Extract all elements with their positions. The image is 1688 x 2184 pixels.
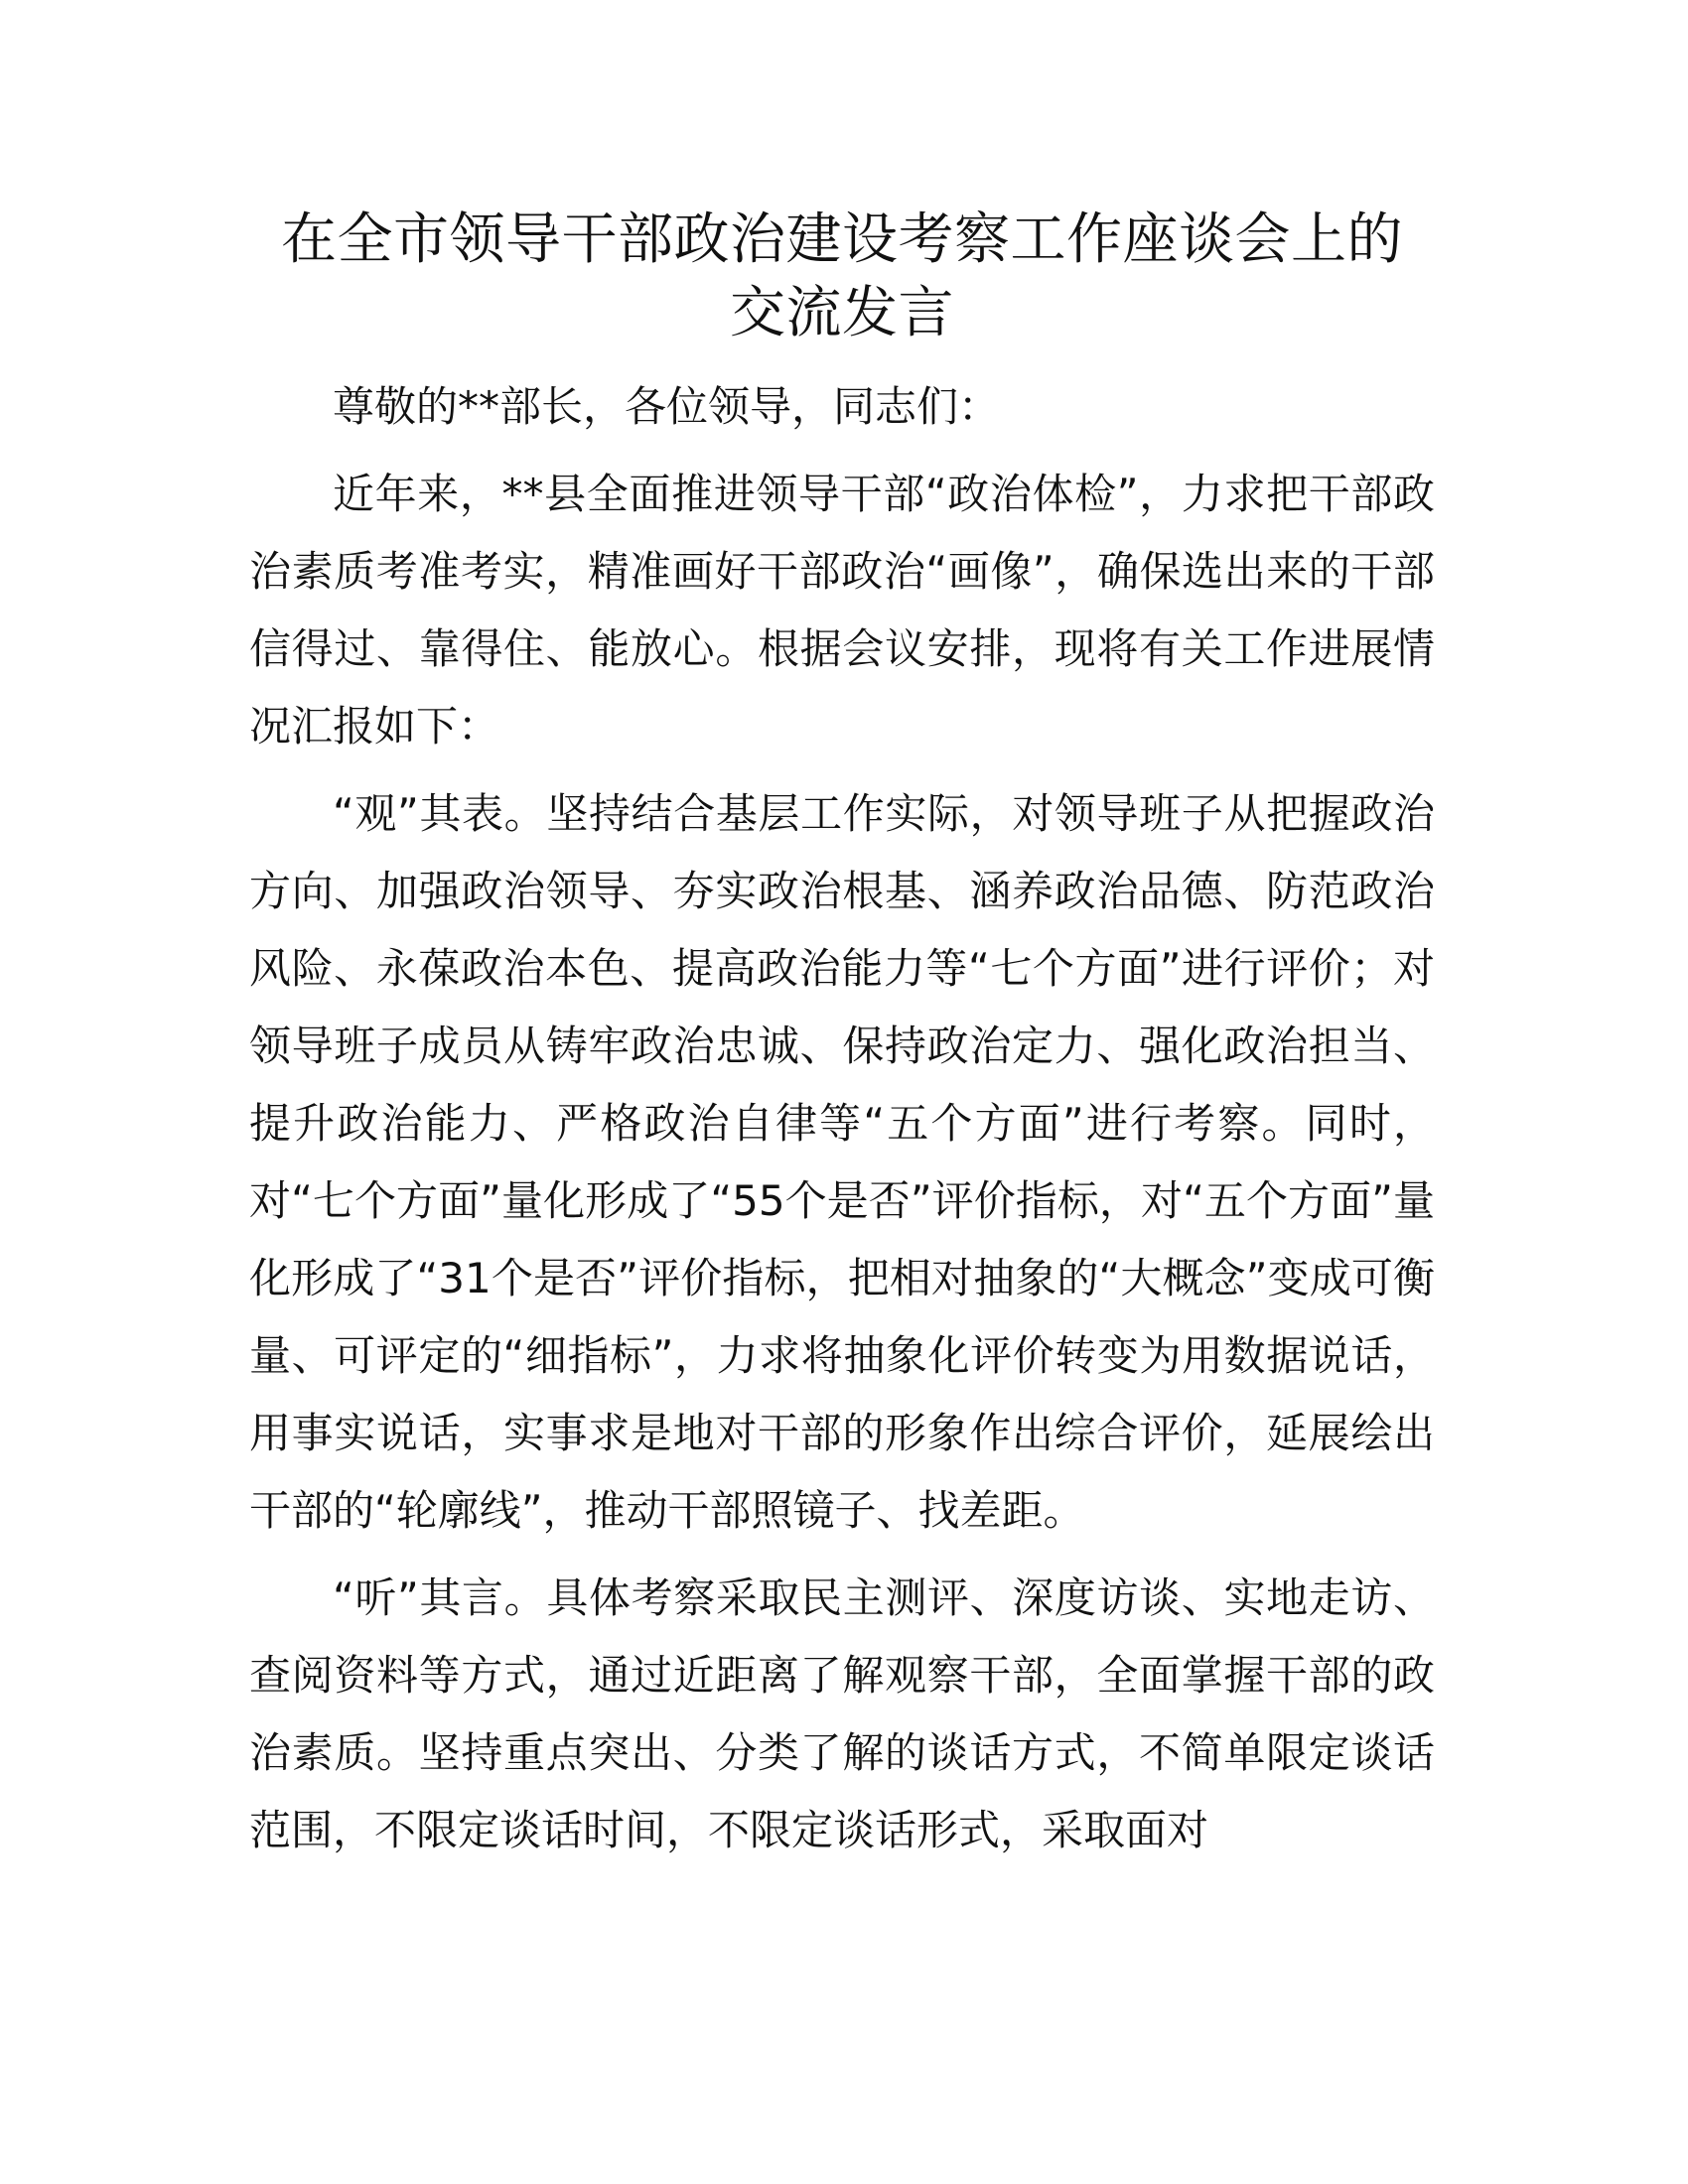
title-line-1: 在全市领导干部政治建设考察工作座谈会上的 [281, 207, 1403, 272]
paragraph-observe: “观”其表。坚持结合基层工作实际，对领导班子从把握政治方向、加强政治领导、夯实政治根基、涵养政治品德、防范政治风险、永葆政治本色、提高政治能力等“七个方面”进行评价；对领导班子成员从铸牢政治忠诚、保持政治定力、强化政治担当、提升政治能力、严格政治自律等“五个方面”进行考察。同时，对“七个方面”量化形成了“55个是否”评价指标，对“五个方面”量化形成了“31个是否”评价指标，把相对抽象的“大概念”变成可衡量、可评定的“细指标”，力求将抽象化评价转变为用数据说话，用事实说话，实事求是地对干部的形象作出综合评价，延展绘出干部的“轮廓线”，推动干部照镜子、找差距。 [249, 789, 1435, 1535]
document-content [249, 204, 1435, 1869]
paragraph-intro: 近年来，**县全面推进领导干部“政治体检”，力求把干部政治素质考准考实，精准画好干部政治“画像”，确保选出来的干部信得过、靠得住、能放心。根据会议安排，现将有关工作进展情况汇报如下： [249, 470, 1435, 751]
document-title [249, 204, 1435, 350]
paragraph-listen: “听”其言。具体考察采取民主测评、深度访谈、实地走访、查阅资料等方式，通过近距离了解观察干部，全面掌握干部的政治素质。坚持重点突出、分类了解的谈话方式，不简单限定谈话范围，不限定谈话时间，不限定谈话形式，采取面对 [249, 1573, 1435, 1854]
title-line-2: 交流发言 [730, 281, 954, 345]
greeting: 尊敬的**部长，各位领导，同志们： [333, 382, 1001, 431]
